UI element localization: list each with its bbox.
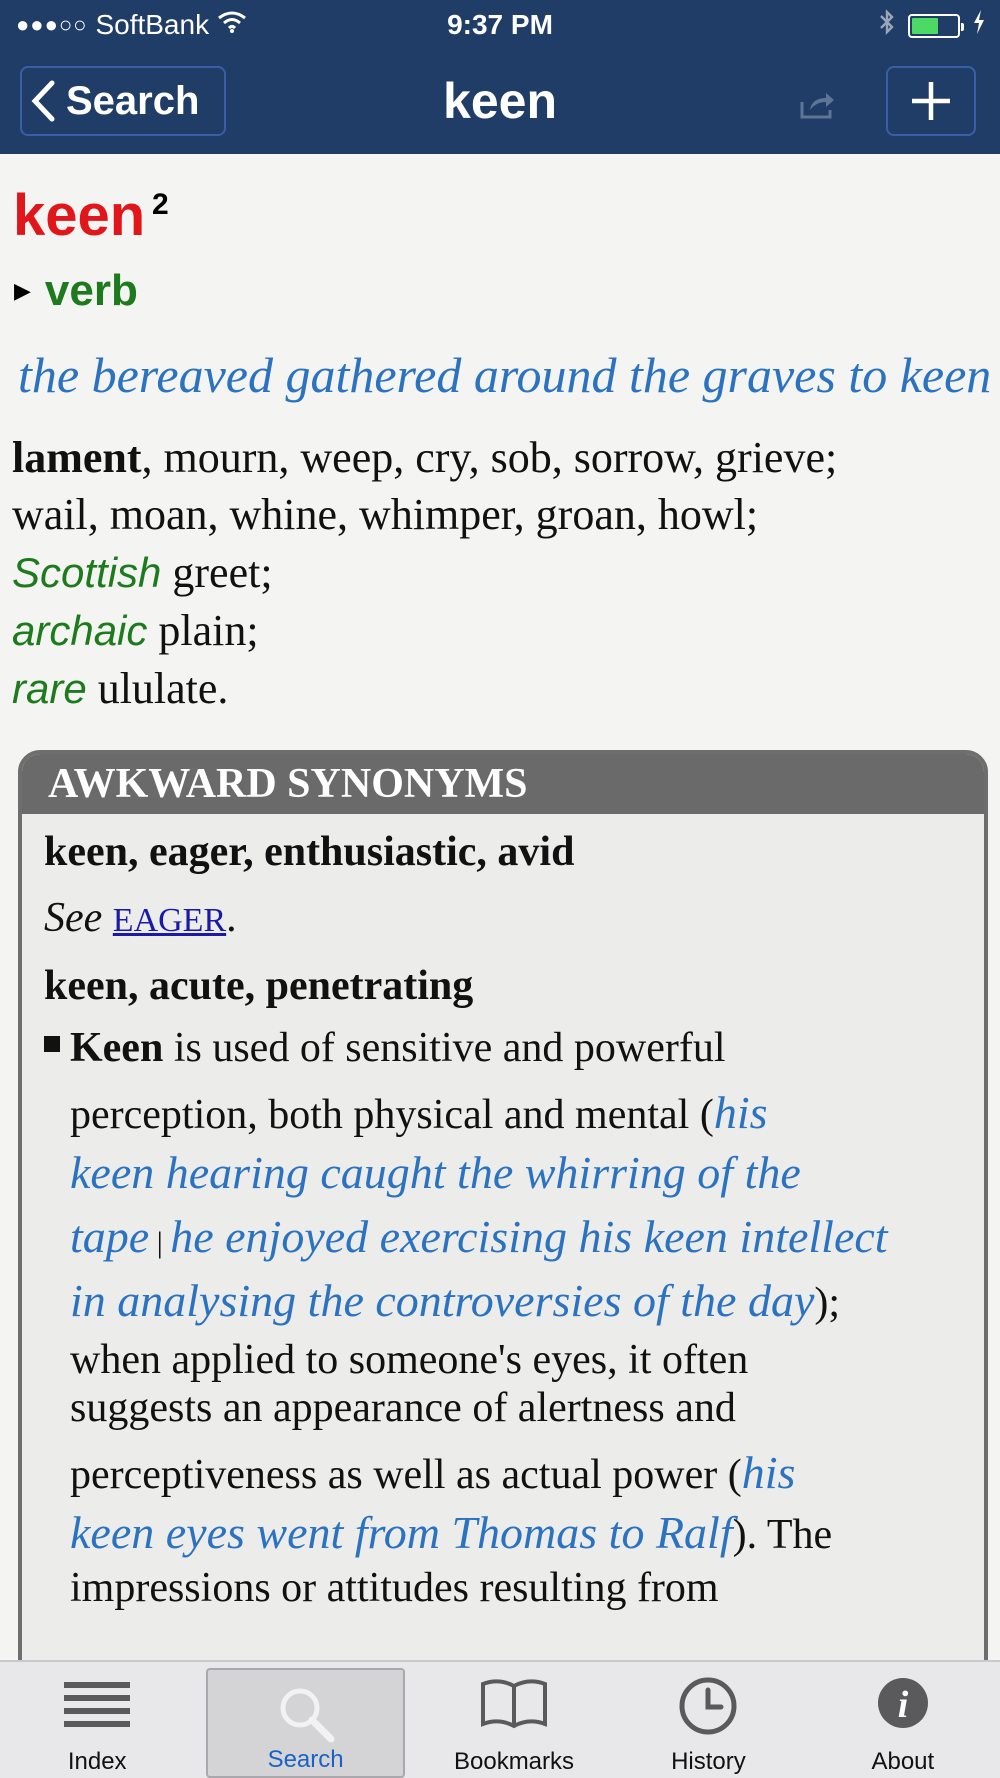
page-title: keen [443, 73, 557, 129]
cross-reference-link[interactable]: EAGER [112, 902, 227, 939]
status-right [878, 8, 986, 43]
regional-synonym [12, 605, 259, 656]
note-paragraph-line: when applied to someone's eyes, it often [70, 1337, 749, 1383]
svg-text:i: i [897, 1684, 909, 1726]
signal-dots: ●●●○○ [16, 12, 88, 37]
note-example: his [713, 1087, 768, 1138]
search-icon [276, 1684, 336, 1751]
share-icon[interactable] [800, 90, 836, 125]
note-title: AWKWARD SYNONYMS [22, 754, 984, 814]
bluetooth-icon [878, 8, 896, 43]
note-paragraph-line: impressions or attitudes resulting from [70, 1565, 719, 1611]
carrier-name: SoftBank [95, 9, 210, 40]
awkward-synonyms-box [18, 750, 988, 1660]
note-example: his [741, 1447, 796, 1498]
part-of-speech-row[interactable] [14, 266, 138, 316]
note-paragraph-line [70, 1446, 795, 1499]
tab-label: About [871, 1748, 935, 1775]
register-label: rare [12, 665, 87, 712]
plus-icon [909, 79, 953, 123]
note-text: perception, both physical and mental ( [70, 1092, 714, 1138]
regional-word: ululate. [86, 664, 229, 713]
note-text: perceptiveness as well as actual power ( [70, 1452, 742, 1498]
tab-bookmarks[interactable] [417, 1662, 611, 1778]
tab-label: Bookmarks [453, 1748, 575, 1775]
tab-search[interactable] [206, 1668, 404, 1778]
note-paragraph-line [70, 1210, 888, 1263]
status-time: 9:37 PM [447, 9, 553, 40]
note-example: keen eyes went from Thomas to Ralf [70, 1507, 733, 1558]
entry-content[interactable] [0, 154, 1000, 1660]
tab-label: History [671, 1748, 746, 1775]
tab-history[interactable] [611, 1662, 805, 1778]
part-of-speech: verb [44, 266, 138, 315]
note-text: ). The [732, 1512, 833, 1558]
homograph-number: 2 [152, 188, 169, 221]
note-text: is used of sensitive and powerful [163, 1025, 726, 1071]
see-end: . [226, 895, 237, 941]
synonym-line: wail, moan, whine, whimper, groan, howl; [12, 490, 759, 539]
example-sentence: the bereaved gathered around the graves to keen [18, 347, 992, 403]
clock-icon [678, 1676, 738, 1743]
register-label: archaic [12, 607, 148, 654]
note-paragraph-line [70, 1274, 840, 1327]
tab-bar [0, 1660, 1000, 1778]
regional-synonym [12, 663, 228, 714]
note-example: keen hearing caught the whirring of the [70, 1147, 801, 1198]
core-synonym: lament [12, 433, 142, 482]
regional-word: plain; [147, 606, 259, 655]
tab-label: Index [67, 1748, 127, 1775]
emphasis-word: Keen [70, 1025, 164, 1071]
headword [13, 182, 145, 249]
note-example: in analysing the controversies of the day [70, 1275, 815, 1326]
see-label: See [44, 895, 103, 941]
note-paragraph-line [70, 1024, 726, 1072]
note-paragraph-line [70, 1086, 768, 1139]
tab-label: Search [267, 1746, 344, 1773]
status-bar [0, 0, 1000, 50]
info-icon [876, 1676, 930, 1737]
synonym-list: , mourn, weep, cry, sob, sorrow, grieve; [141, 433, 838, 482]
example-separator: | [149, 1226, 171, 1259]
headword-text: keen [13, 183, 146, 248]
note-example: he enjoyed exercising his keen intellect [170, 1211, 888, 1262]
note-text: ); [814, 1280, 841, 1326]
navigation-bar [0, 50, 1000, 154]
charging-icon [972, 9, 986, 42]
synonym-line [12, 432, 837, 483]
back-button-label: Search [66, 78, 200, 123]
register-label: Scottish [12, 549, 162, 596]
regional-word: greet; [161, 548, 273, 597]
note-paragraph-line: suggests an appearance of alertness and [70, 1385, 736, 1431]
regional-synonym [12, 547, 273, 598]
synonym-group-heading: keen, eager, enthusiastic, avid [44, 829, 575, 875]
note-example: tape [70, 1211, 150, 1262]
triangle-right-icon[interactable]: ▶ [14, 278, 31, 303]
battery-icon [908, 14, 960, 38]
tab-about[interactable] [806, 1662, 1000, 1778]
synonym-group-heading: keen, acute, penetrating [44, 963, 474, 1009]
book-icon [479, 1676, 549, 1739]
list-icon [64, 1676, 130, 1739]
see-reference [44, 894, 237, 942]
tab-index[interactable] [0, 1662, 194, 1778]
note-paragraph-line [70, 1506, 832, 1559]
add-bookmark-button[interactable] [886, 66, 976, 136]
bullet-icon [44, 1036, 60, 1052]
